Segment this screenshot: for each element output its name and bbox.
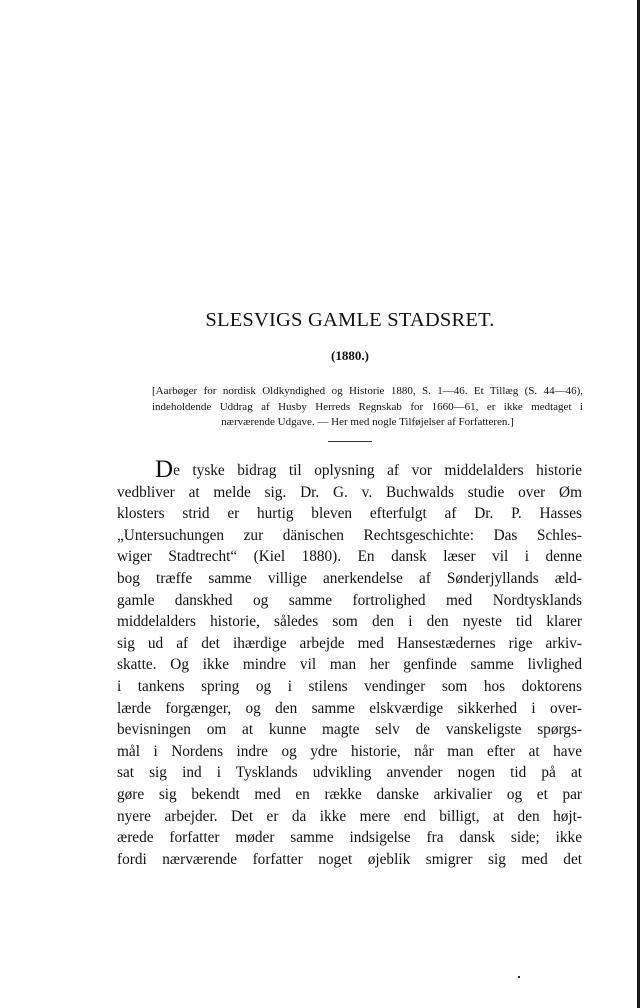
body-first-line: [117, 460, 582, 482]
print-speck: [518, 976, 520, 978]
source-note-line: [Aarbøger for nordisk Oldkyndighed og Historie 1880, S. 1—46. Et Tillæg (S. 44—46),: [152, 385, 583, 397]
body-line: i tankens spring og i stilens vendinger som hos doktorens: [117, 677, 582, 695]
body-line: vedbliver at melde sig. Dr. G. v. Buchwalds studie over Øm: [117, 483, 582, 501]
source-note-line: indeholdende Uddrag af Husby Herreds Regnskab for 1660—61, er ikke medtaget i: [152, 400, 583, 413]
body-line: sat sig ind i Tysklands udvikling anvender nogen tid på at: [117, 764, 582, 782]
body-line: klosters strid er hurtig bleven efterfulgt af Dr. P. Hasses: [117, 505, 582, 523]
body-line: sig ud af det ihærdige arbejde med Hansestædernes rige arkiv-: [117, 634, 582, 652]
body-line: bevisningen om at kunne magte selv de vanskeligste spørgs-: [117, 721, 582, 739]
body-line: middelalders historie, således som den i den nyeste tid klarer: [117, 613, 582, 631]
body-line: lærde forgænger, og den samme elskværdige sikkerhed i over-: [117, 699, 582, 717]
first-line-text: e tyske bidrag til oplysning af vor middelalders historie: [173, 462, 582, 479]
source-note: [152, 384, 583, 431]
source-note-line: nærværende Udgave. — Her med nogle Tilføjelser af Forfatteren.]: [221, 416, 514, 428]
chapter-year: (1880.): [331, 348, 369, 363]
body-line: gøre sig bekendt med en række danske arkivalier og et par: [117, 785, 582, 803]
body-line: mål i Nordens indre og ydre historie, når man efter at have: [117, 742, 582, 760]
body-line: skatte. Og ikke mindre vil man her genfinde samme livlighed: [117, 656, 582, 674]
section-divider: [328, 441, 372, 442]
body-line: gamle danskhed og samme fortrolighed med Nordtysklands: [117, 591, 582, 609]
body-line: nyere arbejder. Det er da ikke mere end billigt, at den højt-: [117, 807, 582, 825]
body-line: „Untersuchungen zur dänischen Rechtsgeschichte: Das Schles-: [117, 526, 582, 544]
body-line: bog træffe samme villige anerkendelse af Sønderjyllands æld-: [117, 569, 582, 587]
chapter-title: SLESVIGS GAMLE STADSRET.: [205, 309, 495, 331]
body-text: [117, 460, 582, 870]
drop-cap: D: [155, 460, 174, 482]
body-line: wiger Stadtrecht“ (Kiel 1880). En dansk læser vil i denne: [117, 548, 582, 566]
body-line: fordi nærværende forfatter noget øjeblik smigrer sig med det: [117, 850, 582, 868]
body-line: ærede forfatter møder samme indsigelse fra dansk side; ikke: [117, 829, 582, 847]
